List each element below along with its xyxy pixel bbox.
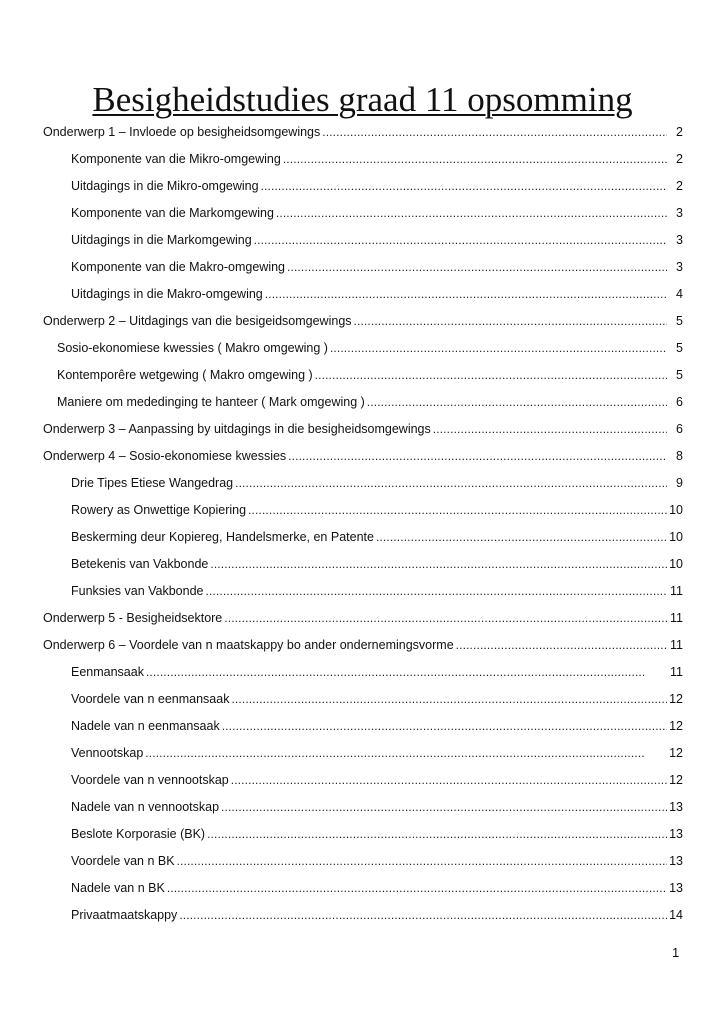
- toc-entry-title: Kontemporêre wetgewing ( Makro omgewing ): [57, 368, 313, 382]
- toc-entry-page: 3: [676, 260, 683, 274]
- toc-entry-title: Nadele van n vennootskap: [71, 800, 220, 814]
- toc-entry[interactable]: [43, 659, 683, 686]
- toc-entry-page: 11: [670, 665, 683, 679]
- toc-entry[interactable]: [43, 362, 683, 389]
- toc-dot-leader: [248, 497, 667, 524]
- toc-dot-leader: [221, 794, 667, 821]
- toc-dot-leader: [367, 389, 667, 416]
- toc-entry-title: Uitdagings in die Mikro-omgewing: [71, 179, 259, 193]
- toc-entry-page: 11: [670, 638, 683, 652]
- toc-dot-leader: [265, 281, 667, 308]
- toc-entry-title: Eenmansaak: [71, 665, 144, 679]
- toc-dot-leader: [222, 713, 667, 740]
- toc-dot-leader: [254, 227, 667, 254]
- toc-dot-leader: [376, 524, 667, 551]
- toc-entry-title: Voordele van n BK: [71, 854, 175, 868]
- toc-entry-page: 5: [676, 314, 683, 328]
- toc-entry-page: 13: [669, 800, 683, 814]
- toc-entry-title: Uitdagings in die Markomgewing: [71, 233, 252, 247]
- toc-entry-title: Betekenis van Vakbonde: [71, 557, 209, 571]
- document-title: [0, 80, 725, 120]
- toc-entry[interactable]: [43, 416, 683, 443]
- toc-entry-page: 14: [669, 908, 683, 922]
- toc-dot-leader: [354, 308, 667, 335]
- toc-entry[interactable]: [43, 281, 683, 308]
- toc-entry-page: 3: [676, 233, 683, 247]
- toc-dot-leader: [231, 767, 667, 794]
- toc-entry[interactable]: [43, 254, 683, 281]
- toc-entry-page: 12: [669, 719, 683, 733]
- toc-entry-title: Beslote Korporasie (BK): [71, 827, 206, 841]
- document-title-text: Besigheidstudies graad 11 opsomming: [92, 80, 633, 119]
- toc-entry-page: 5: [676, 341, 683, 355]
- toc-dot-leader: [235, 470, 667, 497]
- toc-entry[interactable]: [43, 389, 683, 416]
- toc-entry[interactable]: [43, 902, 683, 929]
- toc-dot-leader: [210, 551, 667, 578]
- toc-entry-title: Komponente van die Makro-omgewing: [71, 260, 286, 274]
- toc-entry[interactable]: [43, 767, 683, 794]
- toc-entry[interactable]: [43, 821, 683, 848]
- toc-dot-leader: [179, 902, 667, 929]
- toc-entry-page: 2: [676, 125, 683, 139]
- toc-entry-page: 10: [669, 557, 683, 571]
- toc-entry-title: Onderwerp 4 – Sosio-ekonomiese kwessies: [43, 449, 287, 463]
- toc-dot-leader: [231, 686, 667, 713]
- toc-entry-page: 6: [676, 395, 683, 409]
- toc-entry[interactable]: [43, 524, 683, 551]
- toc-entry[interactable]: [43, 713, 683, 740]
- toc-entry-page: 13: [669, 854, 683, 868]
- toc-entry-page: 2: [676, 179, 683, 193]
- toc-entry-page: 8: [676, 449, 683, 463]
- toc-entry[interactable]: [43, 227, 683, 254]
- toc-entry-page: 13: [669, 827, 683, 841]
- toc-entry-title: Onderwerp 1 – Invloede op besigheidsomgewings: [43, 125, 321, 139]
- toc-entry-title: Nadele van n eenmansaak: [71, 719, 220, 733]
- toc-entry-title: Onderwerp 6 – Voordele van n maatskappy bo ander ondernemingsvorme: [43, 638, 454, 652]
- toc-entry-page: 12: [669, 692, 683, 706]
- toc-entry-page: 12: [669, 746, 683, 760]
- toc-entry-title: Drie Tipes Etiese Wangedrag: [71, 476, 234, 490]
- toc-dot-leader: [145, 740, 667, 767]
- toc-entry-page: 2: [676, 152, 683, 166]
- page-number: 1: [672, 945, 680, 960]
- toc-entry-title: Onderwerp 2 – Uitdagings van die besigeidsomgewings: [43, 314, 352, 328]
- toc-dot-leader: [433, 416, 667, 443]
- toc-entry[interactable]: [43, 875, 683, 902]
- toc-entry-page: 10: [669, 503, 683, 517]
- toc-entry-title: Komponente van die Markomgewing: [71, 206, 274, 220]
- toc-entry[interactable]: [43, 335, 683, 362]
- toc-entry-title: Nadele van n BK: [71, 881, 165, 895]
- toc-entry[interactable]: [43, 146, 683, 173]
- toc-entry[interactable]: [43, 200, 683, 227]
- toc-entry-title: Maniere om mededinging te hanteer ( Mark omgewing ): [57, 395, 365, 409]
- toc-dot-leader: [261, 173, 667, 200]
- toc-entry[interactable]: [43, 173, 683, 200]
- toc-dot-leader: [224, 605, 667, 632]
- toc-entry-page: 6: [676, 422, 683, 436]
- toc-entry-page: 5: [676, 368, 683, 382]
- toc-dot-leader: [207, 821, 667, 848]
- toc-entry[interactable]: [43, 308, 683, 335]
- toc-dot-leader: [287, 254, 667, 281]
- toc-dot-leader: [283, 146, 667, 173]
- toc-dot-leader: [276, 200, 667, 227]
- toc-entry[interactable]: [43, 119, 683, 146]
- toc-dot-leader: [315, 362, 667, 389]
- toc-entry-title: Rowery as Onwettige Kopiering: [71, 503, 247, 517]
- toc-dot-leader: [146, 659, 667, 686]
- toc-dot-leader: [322, 119, 667, 146]
- toc-entry[interactable]: [43, 470, 683, 497]
- toc-dot-leader: [456, 632, 667, 659]
- toc-entry[interactable]: [43, 740, 683, 767]
- toc-entry-page: 12: [669, 773, 683, 787]
- toc-dot-leader: [288, 443, 667, 470]
- toc-entry-page: 11: [670, 584, 683, 598]
- toc-entry-title: Funksies van Vakbonde: [71, 584, 204, 598]
- toc-entry-title: Voordele van n eenmansaak: [71, 692, 230, 706]
- toc-entry[interactable]: [43, 848, 683, 875]
- toc-entry-title: Sosio-ekonomiese kwessies ( Makro omgewing ): [57, 341, 328, 355]
- toc-entry-title: Voordele van n vennootskap: [71, 773, 229, 787]
- toc-entry-page: 13: [669, 881, 683, 895]
- toc-dot-leader: [167, 875, 667, 902]
- toc-entry[interactable]: [43, 605, 683, 632]
- toc-entry-title: Onderwerp 3 – Aanpassing by uitdagings in die besigheidsomgewings: [43, 422, 431, 436]
- toc-entry-title: Privaatmaatskappy: [71, 908, 178, 922]
- toc-dot-leader: [177, 848, 667, 875]
- toc-dot-leader: [206, 578, 668, 605]
- toc-entry-page: 11: [670, 611, 683, 625]
- toc-entry-page: 3: [676, 206, 683, 220]
- toc-entry-title: Uitdagings in die Makro-omgewing: [71, 287, 263, 301]
- toc-entry-page: 9: [676, 476, 683, 490]
- toc-entry[interactable]: [43, 443, 683, 470]
- toc-entry[interactable]: [43, 632, 683, 659]
- toc-entry[interactable]: [43, 497, 683, 524]
- toc-dot-leader: [330, 335, 667, 362]
- toc-entry[interactable]: [43, 578, 683, 605]
- table-of-contents: [43, 119, 683, 929]
- toc-entry-title: Vennootskap: [71, 746, 144, 760]
- toc-entry[interactable]: [43, 686, 683, 713]
- toc-entry-page: 10: [669, 530, 683, 544]
- toc-entry[interactable]: [43, 794, 683, 821]
- toc-entry-page: 4: [676, 287, 683, 301]
- toc-entry[interactable]: [43, 551, 683, 578]
- toc-entry-title: Onderwerp 5 - Besigheidsektore: [43, 611, 223, 625]
- toc-entry-title: Beskerming deur Kopiereg, Handelsmerke, en Patente: [71, 530, 374, 544]
- toc-entry-title: Komponente van die Mikro-omgewing: [71, 152, 281, 166]
